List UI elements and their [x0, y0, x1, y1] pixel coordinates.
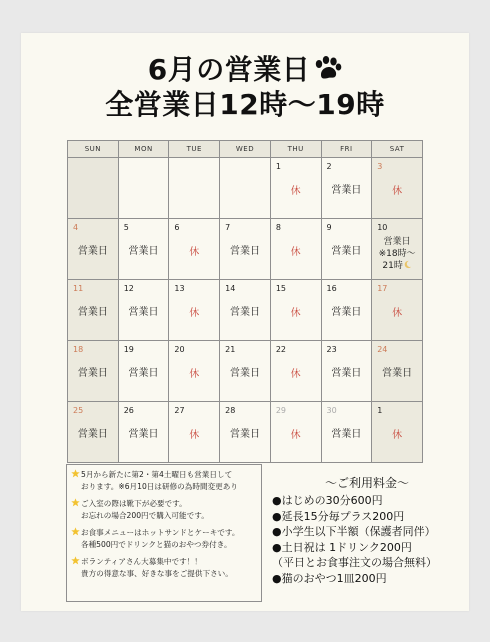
day-status: 営業日 [331, 246, 362, 257]
notice-line: ご入室の際は靴下が必要です。 [81, 499, 187, 508]
calendar-day [169, 402, 220, 463]
day-number: 27 [174, 406, 185, 415]
day-number: 15 [275, 284, 286, 293]
calendar-day [169, 280, 220, 341]
calendar-week [68, 219, 423, 280]
day-number: 13 [174, 284, 185, 293]
calendar-day [118, 402, 169, 463]
pricing-item: ●小学生以下半額（保護者同伴） [272, 525, 436, 538]
day-status: 営業日 [77, 368, 108, 379]
day-status: 営業日 [77, 307, 108, 318]
calendar-day-empty [169, 158, 220, 219]
star-icon [71, 498, 80, 507]
day-number: 22 [275, 345, 286, 354]
day-status: 営業日 [77, 429, 108, 440]
day-number: 23 [326, 345, 337, 354]
calendar-week [68, 341, 423, 402]
day-status: 休 [189, 308, 200, 319]
calendar-day [372, 219, 423, 280]
weekday-tue: TUE [169, 141, 220, 158]
weekday-wed: WED [220, 141, 271, 158]
calendar-day [118, 280, 169, 341]
notice-item [71, 527, 257, 550]
calendar-day [169, 219, 220, 280]
weekday-mon: MON [118, 141, 169, 158]
pricing-list [272, 493, 472, 586]
day-number: 16 [326, 284, 337, 293]
notice-item [71, 469, 257, 492]
calendar-day [118, 219, 169, 280]
weekday-thu: THU [270, 141, 321, 158]
day-status: 営業日 [331, 307, 362, 318]
day-number: 11 [73, 284, 84, 293]
notice-line: 各種500円でドリンクと猫のおやつ券付き。 [81, 539, 232, 549]
moon-icon [403, 260, 412, 269]
day-number: 24 [377, 345, 388, 354]
day-status: 休 [290, 247, 301, 258]
day-number: 12 [123, 284, 134, 293]
calendar-day [270, 280, 321, 341]
day-number: 3 [377, 162, 383, 171]
day-number: 20 [174, 345, 185, 354]
day-number: 19 [123, 345, 134, 354]
day-status: 休 [290, 430, 301, 441]
paw-icon [312, 55, 342, 81]
day-number: 18 [73, 345, 84, 354]
day-number: 1 [275, 162, 281, 171]
weekday-sun: SUN [68, 141, 119, 158]
poster-title-line1: 6月の営業日 [21, 53, 469, 87]
calendar-day [270, 402, 321, 463]
calendar-day [118, 341, 169, 402]
day-number: 26 [123, 406, 134, 415]
day-status: 営業日 [128, 368, 159, 379]
day-status: 営業日 [128, 429, 159, 440]
calendar-day [68, 280, 119, 341]
notice-line: ボランティアさん大募集中です！！ [81, 557, 202, 566]
day-number: 28 [225, 406, 236, 415]
pricing-item: （平日とお食事注文の場合無料） [272, 556, 437, 569]
day-number: 8 [275, 223, 281, 232]
star-icon [71, 527, 80, 536]
day-status: 休 [290, 186, 301, 197]
star-icon [71, 556, 80, 565]
day-number: 1 [377, 406, 383, 415]
weekday-fri: FRI [321, 141, 372, 158]
day-status: 営業日 [229, 246, 260, 257]
calendar-week [68, 402, 423, 463]
notice-item [71, 556, 257, 579]
calendar-day [321, 280, 372, 341]
calendar-day [270, 219, 321, 280]
calendar-day [169, 341, 220, 402]
notice-line: 貴方の得意な事、好きな事をご提供下さい。 [81, 568, 233, 578]
day-status: 営業日 [128, 307, 159, 318]
calendar-day [220, 219, 271, 280]
day-number: 5 [123, 223, 129, 232]
notice-item [71, 498, 257, 521]
poster-title-line2: 全営業日12時〜19時 [105, 88, 385, 121]
pricing-item: ●延長15分毎プラス200円 [272, 509, 405, 523]
day-number: 2 [326, 162, 332, 171]
calendar-day [68, 341, 119, 402]
notice-line: お忘れの場合200円で購入可能です。 [81, 510, 209, 520]
day-status: 営業日 [229, 429, 260, 440]
day-status: 営業日 [331, 429, 362, 440]
calendar-day [270, 158, 321, 219]
calendar-day [372, 158, 423, 219]
day-status: 営業日 [382, 368, 413, 379]
june-calendar [67, 140, 423, 463]
day-status: 休 [189, 247, 200, 258]
calendar-week [68, 158, 423, 219]
day-status: 休 [392, 186, 403, 197]
schedule-poster [21, 33, 469, 611]
calendar-day-empty [68, 158, 119, 219]
day-number: 6 [174, 223, 180, 232]
calendar-day-empty [220, 158, 271, 219]
day-status: 営業日 [77, 246, 108, 257]
pricing-title: 〜ご利用料金〜 [324, 476, 409, 490]
notice-line: 5月から新たに第2・第4土曜日も営業日して [81, 470, 233, 479]
day-status: 営業日 [331, 185, 362, 196]
calendar-day [372, 402, 423, 463]
notice-box [66, 464, 262, 602]
special-hours-line2: 21時 [382, 261, 403, 271]
calendar-day-empty [118, 158, 169, 219]
calendar-day [220, 402, 271, 463]
calendar-day [372, 341, 423, 402]
pricing-item: ●土日祝は 1ドリンク200円 [272, 540, 412, 554]
day-status: 営業日 [128, 246, 159, 257]
day-number: 29 [275, 406, 286, 415]
day-status: 営業日 [331, 368, 362, 379]
weekday-sat: SAT [372, 141, 423, 158]
pricing-item: ●猫のおやつ1皿200円 [272, 571, 387, 585]
day-number: 17 [377, 284, 388, 293]
day-status: 休 [290, 369, 301, 380]
day-status: 休 [189, 430, 200, 441]
calendar-day [321, 402, 372, 463]
day-number: 25 [73, 406, 84, 415]
calendar-day [220, 280, 271, 341]
day-status: 休 [189, 369, 200, 380]
special-hours-line1: ※18時〜 [378, 249, 416, 259]
star-icon [71, 469, 80, 478]
calendar-day [220, 341, 271, 402]
day-status-special [372, 236, 422, 272]
day-number: 10 [377, 223, 388, 232]
notice-line: おります。※6月10日は研修の為時間変更あり [81, 481, 238, 491]
day-number: 14 [225, 284, 236, 293]
weekday-header-row [68, 141, 423, 158]
calendar-day [372, 280, 423, 341]
day-number: 30 [326, 406, 337, 415]
day-status: 休 [392, 308, 403, 319]
day-status: 休 [392, 430, 403, 441]
notice-line: お食事メニューはホットサンドとケーキです。 [81, 528, 240, 537]
day-number: 21 [225, 345, 236, 354]
day-number: 9 [326, 223, 332, 232]
day-status: 営業日 [383, 237, 411, 247]
day-status: 営業日 [229, 368, 260, 379]
day-status: 休 [290, 308, 301, 319]
pricing-item: ●はじめの30分600円 [272, 494, 383, 507]
day-number: 7 [225, 223, 231, 232]
calendar-day [270, 341, 321, 402]
day-status: 営業日 [229, 307, 260, 318]
day-number: 4 [73, 223, 79, 232]
calendar-day [68, 402, 119, 463]
calendar-day [321, 158, 372, 219]
calendar-day [321, 341, 372, 402]
calendar-day [321, 219, 372, 280]
calendar-week [68, 280, 423, 341]
calendar-day [68, 219, 119, 280]
